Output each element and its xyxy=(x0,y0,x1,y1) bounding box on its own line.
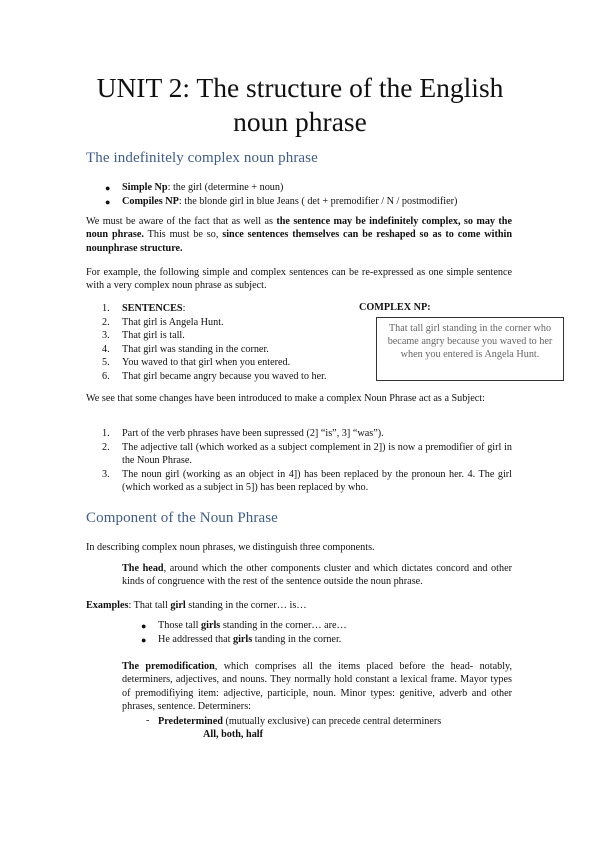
list-item: 2. That girl is Angela Hunt. xyxy=(102,316,224,328)
section-heading-components: Component of the Noun Phrase xyxy=(86,510,278,526)
bullet-dot-icon: ● xyxy=(105,197,111,207)
examples-bullet-list xyxy=(141,619,347,647)
page-title: UNIT 2: The structure of the English noun phrase xyxy=(96,72,504,137)
changes-list xyxy=(102,427,512,495)
list-item: 3. The noun girl (working as an object in 4]) has been replaced by the pronoun her. 4. The girl (which worked as a subject in 5]) has been replaced by who. xyxy=(102,468,512,494)
bullet-dot-icon: ● xyxy=(141,635,147,645)
list-item: ● Those tall girls standing in the corner… are… xyxy=(141,620,347,631)
paragraph-all-both-half: All, both, half xyxy=(203,729,264,740)
bullet-dot-icon: ● xyxy=(141,621,147,631)
list-item: 2. The adjective tall (which worked as a subject complement in 2]) is now a premodifier of girl in the Noun Phrase. xyxy=(102,441,512,467)
paragraph-example: For example, the following simple and complex sentences can be re-expressed as one simple sentence with a very complex noun phrase as subject. xyxy=(86,267,512,292)
paragraph-examples: Examples: That tall girl standing in the corner… is… xyxy=(86,600,307,611)
list-item: 3. That girl is tall. xyxy=(102,330,185,342)
np-bullet-list xyxy=(105,181,458,209)
complex-np-label: COMPLEX NP: xyxy=(359,302,431,313)
paragraph-premodification: The premodification, which comprises all the items placed before the head- notably, determiners, adjectives, and nouns. They normally hold constant a lexical frame. Mayor types of premodifiying item: adjective, participle, noun. Minor types: genitive, adverb and other phrases, sentence. Determiners: xyxy=(122,661,513,713)
complex-np-box: That tall girl standing in the corner who became angry because you waved to her when you entered is Angela Hunt. xyxy=(376,317,564,381)
list-item: 5. You waved to that girl when you entered. xyxy=(102,357,291,369)
sentences-list xyxy=(102,302,327,384)
paragraph-head: The head, around which the other components cluster and which dictates concord and other kinds of congruence with the rest of the sentence outside the noun phrase. xyxy=(122,563,512,588)
dash-bullet: - xyxy=(146,715,150,726)
list-item: ● He addressed that girls tanding in the corner. xyxy=(141,634,342,645)
list-item: 1. Part of the verb phrases have been supressed (2] “is”, 3] “was”). xyxy=(102,428,384,439)
list-item: ● Compiles NP: the blonde girl in blue Jeans ( det + premodifier / N / postmodifier) xyxy=(105,196,458,207)
section-heading-indefinite: The indefinitely complex noun phrase xyxy=(86,150,318,166)
list-item: 1. SENTENCES: xyxy=(102,303,186,314)
paragraph-predeterminer: Predetermined (mutually exclusive) can precede central determiners xyxy=(158,716,442,727)
list-item: 4. That girl was standing in the corner. xyxy=(102,343,269,355)
paragraph-complexity: We must be aware of the fact that as well as the sentence may be indefinitely complex, so may the noun phrase. This must be so, since sentences themselves can be reshaped so as to come within nounphrase structure. xyxy=(86,216,512,254)
list-item: ● Simple Np: the girl (determine + noun) xyxy=(105,182,284,193)
paragraph-changes: We see that some changes have been introduced to make a complex Noun Phrase act as a Subject: xyxy=(86,393,485,404)
bullet-dot-icon: ● xyxy=(105,183,111,193)
paragraph-intro: In describing complex noun phrases, we distinguish three components. xyxy=(86,542,375,553)
list-item: 6. That girl became angry because you waved to her. xyxy=(102,370,327,382)
